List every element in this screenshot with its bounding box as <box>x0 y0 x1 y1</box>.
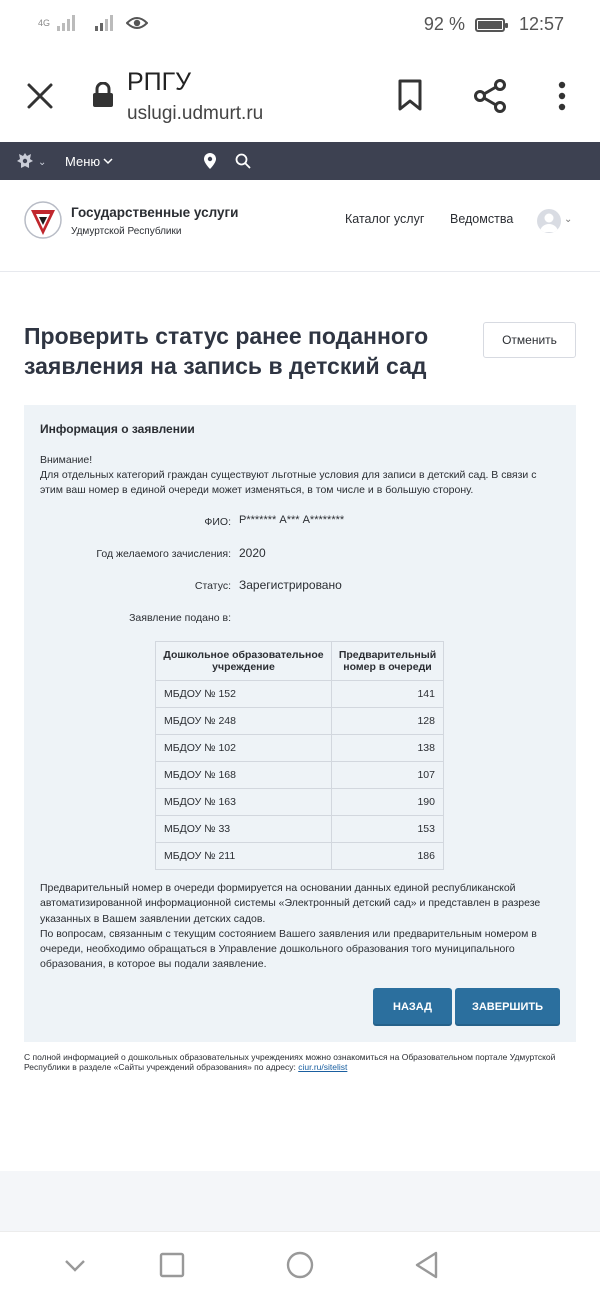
table-row <box>156 681 444 708</box>
chevron-down-icon <box>103 158 113 165</box>
queue-number-cell: 190 <box>332 789 444 816</box>
queue-table <box>155 641 444 870</box>
table-row <box>156 708 444 735</box>
warning-text: Для отдельных категорий граждан существуют льготные условия для записи в детский сад. В связи с этим ваш номер в единой очереди может изменяться, в том числе и в большую сторону. <box>40 469 537 496</box>
institution-cell: МБДОУ № 248 <box>156 708 332 735</box>
eye-icon <box>126 15 148 31</box>
field-value-year: 2020 <box>239 546 266 560</box>
search-icon[interactable] <box>235 153 251 169</box>
institution-cell: МБДОУ № 152 <box>156 681 332 708</box>
status-bar-left <box>38 14 148 32</box>
hide-keyboard-chevron-icon[interactable] <box>60 1250 90 1280</box>
sitelist-link[interactable]: ciur.ru/sitelist <box>298 1062 348 1072</box>
bookmark-icon[interactable] <box>396 78 424 112</box>
institution-cell: МБДОУ № 163 <box>156 789 332 816</box>
panel-heading: Информация о заявлении <box>40 422 195 436</box>
signal-icon <box>56 14 78 32</box>
table-header-row <box>156 642 444 681</box>
udmurtia-logo-icon[interactable] <box>24 200 62 240</box>
catalog-link[interactable]: Каталог услуг <box>345 212 425 226</box>
field-label-fio: ФИО: <box>204 516 231 528</box>
queue-number-cell: 141 <box>332 681 444 708</box>
table-row <box>156 762 444 789</box>
network-type-label: 4G <box>38 17 51 28</box>
system-nav-bar <box>0 1231 600 1299</box>
home-icon[interactable] <box>285 1250 315 1280</box>
browser-page-title: РПГУ <box>127 68 192 96</box>
warning-title: Внимание! <box>40 454 93 466</box>
russia-emblem-icon[interactable] <box>14 150 36 172</box>
field-value-fio: Р******* А*** А******** <box>239 514 345 526</box>
warning-block <box>40 453 560 498</box>
user-menu-chevron-down-icon[interactable]: ⌄ <box>564 214 573 225</box>
status-bar-right <box>424 14 564 35</box>
table-row <box>156 816 444 843</box>
footnote-paragraph-1: Предварительный номер в очереди формируется на основании данных единой республиканской автоматизированной информационной системы «Электронный детский сад» и представлен в разрезе указанных в Вашем заявлении детских садов. <box>40 882 541 925</box>
table-row <box>156 735 444 762</box>
table-row <box>156 843 444 870</box>
footer-band <box>0 1171 600 1231</box>
share-icon[interactable] <box>472 78 508 114</box>
more-options-icon[interactable] <box>552 80 572 112</box>
browser-url[interactable]: uslugi.udmurt.ru <box>127 103 264 124</box>
institution-cell: МБДОУ № 102 <box>156 735 332 762</box>
lock-icon <box>91 82 115 108</box>
recents-icon[interactable] <box>157 1250 187 1280</box>
application-info-panel <box>24 405 576 1042</box>
clock: 12:57 <box>518 14 564 34</box>
education-portal-note-text: С полной информацией о дошкольных образовательных учреждениях можно ознакомиться на Образовательном портале Удмуртской Республики в разделе «Сайты учреждений образования» по адресу: <box>24 1052 556 1072</box>
site-header <box>0 180 600 272</box>
menu-toggle[interactable] <box>65 154 113 169</box>
queue-number-cell: 186 <box>332 843 444 870</box>
column-header-institution: Дошкольное образовательное учреждение <box>156 642 332 681</box>
site-subtitle: Удмуртской Республики <box>71 226 182 237</box>
location-pin-icon[interactable] <box>204 153 216 169</box>
battery-fill <box>478 21 502 29</box>
site-top-nav <box>0 142 600 180</box>
back-icon[interactable] <box>412 1250 442 1280</box>
user-icon <box>537 209 561 233</box>
queue-number-cell: 138 <box>332 735 444 762</box>
user-avatar[interactable] <box>537 209 561 233</box>
queue-number-cell: 128 <box>332 708 444 735</box>
queue-number-cell: 153 <box>332 816 444 843</box>
battery-percent: 92 % <box>423 14 465 34</box>
battery-icon <box>475 18 505 32</box>
queue-footnote <box>40 881 560 973</box>
institution-cell: МБДОУ № 168 <box>156 762 332 789</box>
field-label-year: Год желаемого зачисления: <box>96 548 231 560</box>
menu-label: Меню <box>65 154 101 169</box>
page-title: Проверить статус ранее поданного заявления на запись в детский сад <box>24 323 429 379</box>
finish-button[interactable]: ЗАВЕРШИТЬ <box>455 988 560 1026</box>
submitted-label: Заявление подано в: <box>129 612 231 624</box>
close-icon[interactable] <box>24 80 56 112</box>
field-value-status: Зарегистрировано <box>239 578 342 592</box>
institution-cell: МБДОУ № 211 <box>156 843 332 870</box>
education-portal-note <box>24 1052 576 1072</box>
back-button[interactable]: НАЗАД <box>373 988 452 1026</box>
footnote-paragraph-2: По вопросам, связанным с текущим состоянием Вашего заявления или предварительным номером в очереди, необходимо обращаться в Управление дошкольного образования того муниципального образования, в которое вы подали заявление. <box>40 927 537 971</box>
status-bar <box>0 0 600 50</box>
region-chevron-down-icon[interactable]: ⌄ <box>38 157 47 168</box>
departments-link[interactable]: Ведомства <box>450 212 514 226</box>
column-header-queue-number: Предварительный номер в очереди <box>332 642 444 681</box>
browser-toolbar <box>0 50 600 142</box>
institution-cell: МБДОУ № 33 <box>156 816 332 843</box>
queue-number-cell: 107 <box>332 762 444 789</box>
signal-2-icon <box>94 14 116 32</box>
table-row <box>156 789 444 816</box>
cancel-button[interactable]: Отменить <box>483 322 576 358</box>
site-name: Государственные услуги <box>71 205 239 220</box>
field-label-status: Статус: <box>194 580 231 592</box>
